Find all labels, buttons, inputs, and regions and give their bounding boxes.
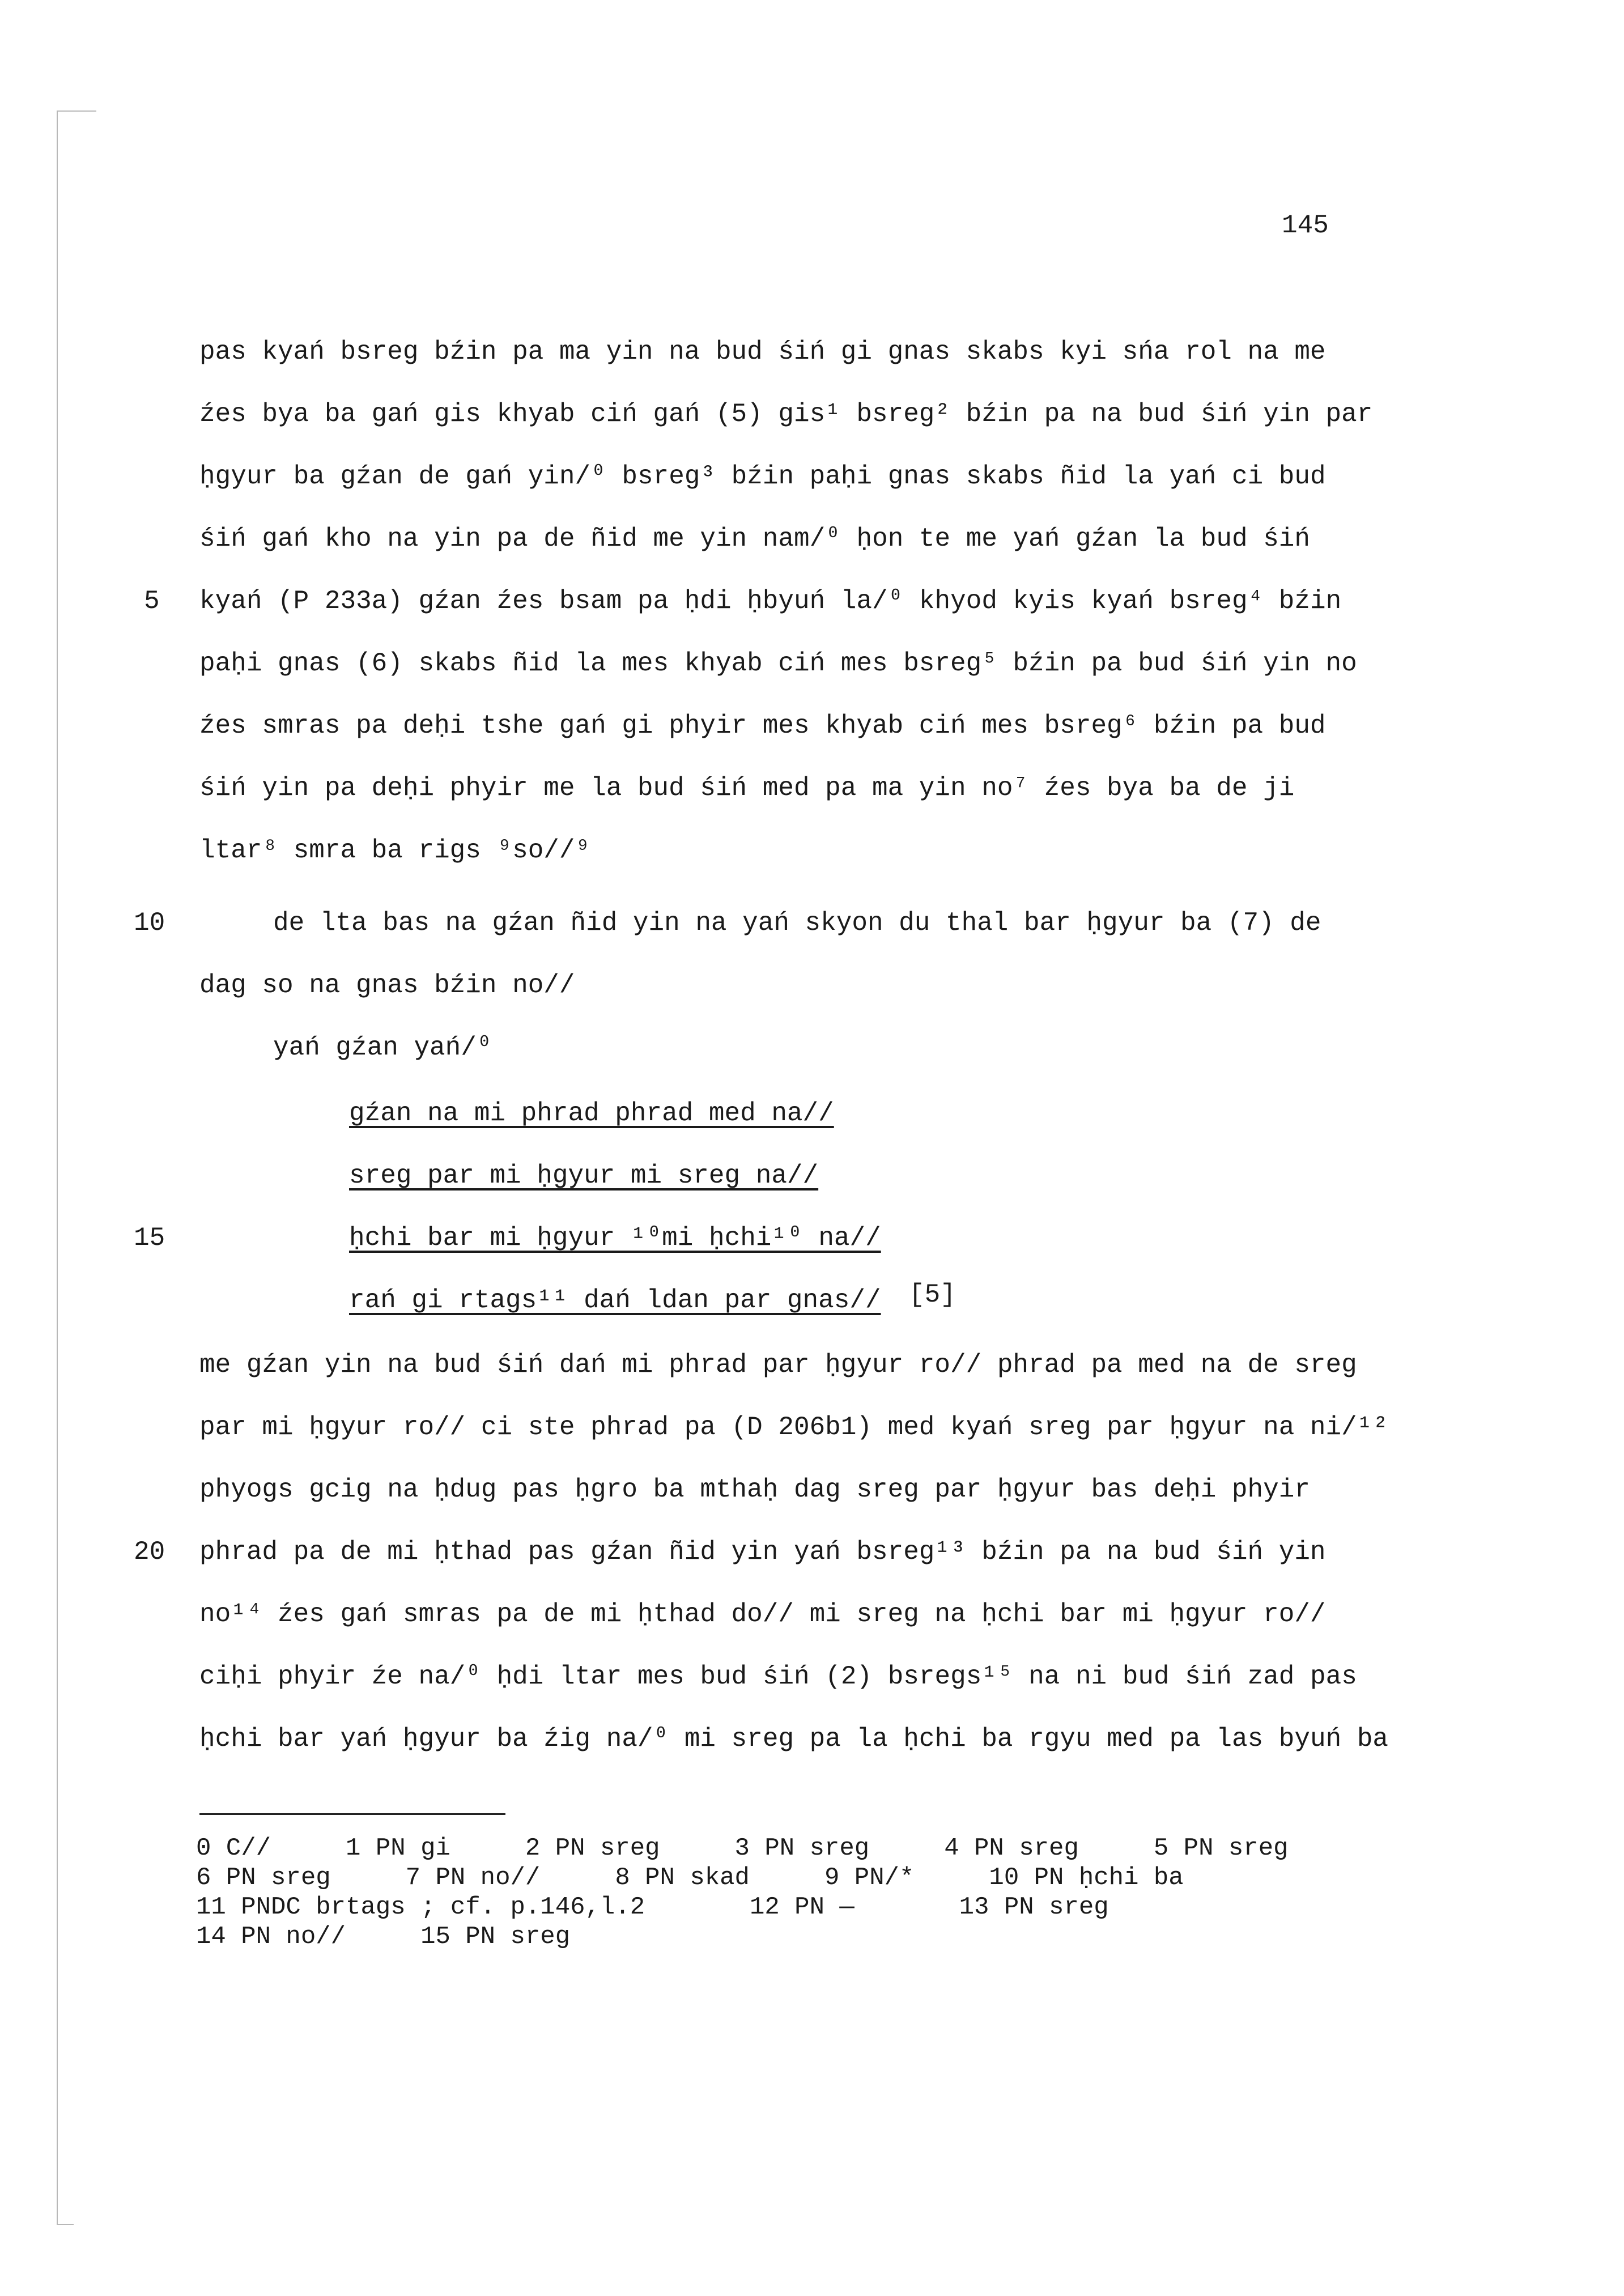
text-line: źes smras pa deḥi tshe gań gi phyir mes khyab ciń mes bsreg⁶ bźin pa bud	[199, 711, 1326, 741]
page-number: 145	[1282, 211, 1329, 240]
margin-tick-top	[57, 110, 96, 112]
text-line: ḥgyur ba gźan de gań yin/⁰ bsreg³ bźin paḥi gnas skabs ñid la yań ci bud	[199, 462, 1326, 491]
text-line: phrad pa de mi ḥthad pas gźan ñid yin yań bsreg¹³ bźin pa na bud śiń yin	[199, 1537, 1326, 1567]
verse-reference: [5]	[909, 1280, 956, 1309]
margin-tick-bottom	[57, 2224, 74, 2225]
footnote-separator	[199, 1813, 505, 1815]
footnote-line: 6 PN sreg 7 PN no// 8 PN skad 9 PN/* 10 PN ḥchi ba	[196, 1864, 1184, 1892]
text-line: dag so na gnas bźin no//	[199, 971, 575, 1000]
line-number: 10	[134, 908, 165, 938]
text-line: śiń gań kho na yin pa de ñid me yin nam/⁰ ḥon te me yań gźan la bud śiń	[199, 524, 1311, 554]
text-line: ltar⁸ smra ba rigs ⁹so//⁹	[199, 836, 591, 865]
text-line: no¹⁴ źes gań smras pa de mi ḥthad do// mi sreg na ḥchi bar mi ḥgyur ro//	[199, 1600, 1326, 1629]
text-line: kyań (P 233a) gźan źes bsam pa ḥdi ḥbyuń la/⁰ khyod kyis kyań bsreg⁴ bźin	[199, 586, 1342, 616]
verse-line: sreg par mi ḥgyur mi sreg na//	[349, 1161, 819, 1190]
text-line: śiń yin pa deḥi phyir me la bud śiń med pa ma yin no⁷ źes bya ba de ji	[199, 773, 1295, 803]
line-number: 20	[134, 1537, 165, 1567]
line-number: 15	[134, 1223, 165, 1253]
text-line: ciḥi phyir źe na/⁰ ḥdi ltar mes bud śiń (2) bsregs¹⁵ na ni bud śiń zad pas	[199, 1662, 1357, 1691]
footnote-line: 0 C// 1 PN gi 2 PN sreg 3 PN sreg 4 PN sreg 5 PN sreg	[196, 1834, 1289, 1863]
text-line: paḥi gnas (6) skabs ñid la mes khyab ciń mes bsreg⁵ bźin pa bud śiń yin no	[199, 649, 1357, 678]
footnote-line: 14 PN no// 15 PN sreg	[196, 1923, 571, 1951]
verse-line: ḥchi bar mi ḥgyur ¹⁰mi ḥchi¹⁰ na//	[349, 1223, 881, 1253]
verse-line-text: rań gi rtags¹¹ dań ldan par gnas//	[349, 1286, 881, 1315]
line-number: 5	[144, 586, 160, 616]
text-line: yań gźan yań/⁰	[273, 1033, 492, 1062]
text-line: ḥchi bar yań ḥgyur ba źig na/⁰ mi sreg pa la ḥchi ba rgyu med pa las byuń ba	[199, 1724, 1389, 1754]
text-line: de lta bas na gźan ñid yin na yań skyon du thal bar ḥgyur ba (7) de	[273, 908, 1321, 938]
verse-line: gźan na mi phrad phrad med na//	[349, 1099, 834, 1128]
verse-line	[349, 1287, 881, 1313]
text-line: par mi ḥgyur ro// ci ste phrad pa (D 206b1) med kyań sreg par ḥgyur na ni/¹²	[199, 1413, 1388, 1442]
text-line: me gźan yin na bud śiń dań mi phrad par ḥgyur ro// phrad pa med na de sreg	[199, 1350, 1357, 1380]
footnote-line: 11 PNDC brtags ; cf. p.146,l.2 12 PN — 13 PN sreg	[196, 1893, 1109, 1921]
text-line: phyogs gcig na ḥdug pas ḥgro ba mthaḥ dag sreg par ḥgyur bas deḥi phyir	[199, 1475, 1310, 1504]
text-line: pas kyań bsreg bźin pa ma yin na bud śiń gi gnas skabs kyi sńa rol na me	[199, 337, 1326, 367]
text-line: źes bya ba gań gis khyab ciń gań (5) gis¹ bsreg² bźin pa na bud śiń yin par	[199, 399, 1373, 429]
left-margin-rule	[57, 110, 58, 2224]
